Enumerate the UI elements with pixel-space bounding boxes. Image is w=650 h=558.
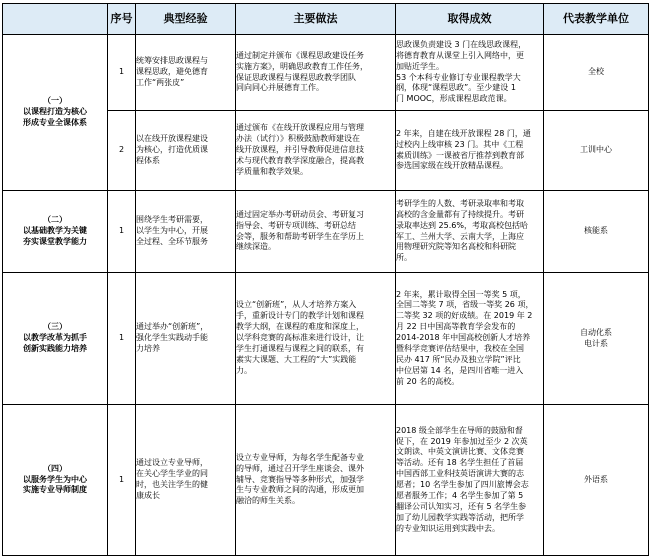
result-line: 所。: [396, 253, 412, 263]
unit-cell: [544, 35, 649, 111]
practice-line: 力。: [236, 365, 252, 375]
practice-line: 设立“创新班”，从人才培养方案入: [236, 300, 357, 310]
unit-cell: [544, 405, 649, 556]
practice-line: 素实大课题、大工程的“大”实践能: [236, 354, 357, 364]
result-line: 2018 级全部学生在导师的鼓励和督: [396, 425, 523, 435]
practice-line: 学质量和教学效果。: [236, 166, 308, 176]
result-line: 2014-2018 年中国高校创新人才培养: [396, 333, 531, 343]
unit-cell: [544, 191, 649, 273]
practice-cell: [236, 405, 396, 556]
header-number: 序号: [108, 4, 136, 35]
experience-line: 统筹安排思政课程与: [136, 56, 208, 66]
category-cell: [3, 405, 108, 556]
practice-line: 同向同心并展德育工作。: [236, 83, 324, 93]
category-cell: [3, 35, 108, 191]
experience-cell: [136, 273, 236, 405]
result-line: 2 年来，累计取得全国一等奖 5 项，: [396, 289, 526, 299]
practice-line: 保证思政课程与课程思政教学团队: [236, 72, 356, 82]
experience-line: 以学生为中心，开展: [136, 226, 208, 236]
experience-line: 围绕学生考研需要，: [136, 215, 208, 225]
result-line: 高校的含金量都有了持续提升。考研: [396, 209, 524, 219]
experience-line: 程体系: [136, 155, 160, 165]
result-line: 素质训练》一课被省厅推荐到教育部: [396, 150, 524, 160]
experience-line: 力培养: [136, 343, 160, 353]
category-title-line: 创新实践能力培养: [23, 343, 87, 353]
unit-cell: [544, 273, 649, 405]
practice-line: 继续深造。: [236, 242, 276, 252]
experience-line: 通过举办“创新班”，: [136, 322, 209, 332]
result-line: 前 20 名的高校。: [396, 376, 460, 386]
result-line: 纲，体现“课程思政”。至少建设 1: [396, 83, 516, 93]
table-row: [3, 191, 649, 273]
header-category: [3, 4, 108, 35]
practice-line: 线开放课程，并引导教师促进信息技: [236, 145, 364, 155]
practice-line: 生与专业教师之间的沟通，形成更加: [236, 485, 364, 495]
practice-line: 的导师，通过召开学生座谈会、课外: [236, 463, 364, 473]
table-row: [3, 273, 649, 405]
result-line: 参选国家级在线开放精品课程。: [396, 161, 508, 171]
practice-line: 以学科竞赛的高标准来进行设计，让: [236, 333, 364, 343]
unit-name: 电计系: [584, 338, 608, 348]
result-line: 促下，在 2019 年参加过至少 2 次英: [396, 436, 528, 446]
category-index: （二）: [43, 215, 67, 225]
row-number: 1: [108, 405, 136, 556]
result-line: 等活动。还有 18 名学生担任了首届: [396, 458, 524, 468]
row-number: 1: [108, 191, 136, 273]
header-experience: 典型经验: [136, 4, 236, 35]
result-line: 思政课负责建设 3 门在线思政课程，: [396, 39, 527, 49]
experience-cell: [136, 111, 236, 191]
practice-cell: [236, 35, 396, 111]
result-line: 军工、兰州大学、云南大学，上海应: [396, 231, 524, 241]
result-cell: [396, 111, 544, 191]
experience-line: 在关心学生学业的同: [136, 469, 208, 479]
result-line: 中国西部工业科技英语演讲大赛的志: [396, 469, 524, 479]
category-title-line: 形成专业全课体系: [23, 117, 87, 127]
result-line: 二等奖 32 项的好成绩。在 2019 年 2: [396, 311, 533, 321]
experience-cell: [136, 191, 236, 273]
experience-line: 康成长: [136, 490, 160, 500]
category-title-line: 以基础教学为关键: [23, 226, 87, 236]
practice-cell: [236, 191, 396, 273]
row-number: 1: [108, 35, 136, 111]
practice-line: 通过颁布《在线开放课程应用与管理: [236, 123, 364, 133]
category-cell: [3, 191, 108, 273]
category-title-line: 夯实课堂教学能力: [23, 236, 87, 246]
practice-line: 通过固定举办考研动员会、考研复习: [236, 209, 364, 219]
row-number: 1: [108, 273, 136, 405]
result-line: 全国二等奖 7 项，省级一等奖 26 项，: [396, 300, 534, 310]
result-line: 暨科学竞赛评估结果中，我校在全国: [396, 343, 524, 353]
practice-line: 融洽的师生关系。: [236, 496, 300, 506]
practice-line: 学生打通课程与课程之间的联系，有: [236, 343, 364, 353]
unit-name: 外语系: [584, 474, 608, 484]
experience-table: [2, 3, 649, 556]
result-line: 加贴近学生。: [396, 61, 444, 71]
experience-line: 强化学生实践动手能: [136, 333, 208, 343]
result-line: 门 MOOC，形成课程思政范课。: [396, 94, 512, 104]
result-line: 愿者服务工作；4 名学生参加了第 5: [396, 490, 524, 500]
result-line: 将德育教育从课堂上引入网络中，更: [396, 50, 524, 60]
table-row: [3, 35, 649, 111]
category-title-line: 以教学改革为抓手: [23, 333, 87, 343]
category-title-line: 以服务学生为中心: [23, 474, 87, 484]
header-practice: 主要做法: [236, 4, 396, 35]
experience-line: 以在线开放课程建设: [136, 134, 208, 144]
result-line: 愿者；10 名学生参加了四川旅博会志: [396, 480, 529, 489]
header-row: [3, 4, 649, 35]
result-line: 考研学生的人数、考研录取率和考取: [396, 198, 524, 208]
result-line: 录取率达到 25.6%，考取高校包括哈: [396, 220, 528, 230]
category-index: （一）: [43, 96, 67, 106]
category-index: （四）: [43, 463, 67, 473]
result-line: 月 22 日中国高等教育学会发布的: [396, 322, 516, 332]
result-line: 53 个本科专业修订专业课程教学大: [396, 72, 521, 82]
unit-cell: [544, 111, 649, 191]
practice-line: 通过制定并颁布《课程思政建设任务: [236, 50, 364, 60]
experience-cell: [136, 35, 236, 111]
unit-name: 核能系: [584, 226, 608, 236]
header-result: 取得成效: [396, 4, 544, 35]
experience-line: 为核心，打造优质课: [136, 145, 208, 155]
result-line: 过校内上线审核 23 门。其中《工程: [396, 139, 524, 149]
header-unit: 代表教学单位: [544, 4, 649, 35]
practice-line: 手，重新设计专门的教学计划和课程: [236, 311, 364, 321]
result-line: 中位居第 14 名，是四川省唯一进入: [396, 365, 524, 375]
result-line: 2 年来，自建在线开放课程 28 门，通: [396, 128, 531, 138]
unit-name: 全校: [588, 67, 604, 77]
result-cell: [396, 191, 544, 273]
category-index: （三）: [43, 322, 67, 332]
result-line: 民办 417 所“民办及独立学院”评比: [396, 354, 521, 364]
result-cell: [396, 35, 544, 111]
experience-line: 工作“两张皮”: [136, 77, 185, 87]
practice-line: 教学大纲，在课程的难度和深度上，: [236, 322, 364, 332]
result-cell: [396, 273, 544, 405]
practice-line: 会等，服务和帮助考研学生在学历上: [236, 231, 364, 241]
experience-line: 课程思政，避免德育: [136, 67, 208, 77]
practice-cell: [236, 111, 396, 191]
category-title-line: 实施专业导师制度: [23, 485, 87, 495]
practice-line: 办法（试行）》积极鼓励教师建设在: [236, 134, 360, 144]
result-line: 文朗读、中英文演讲比赛、文体竞赛: [396, 447, 524, 457]
category-title-line: 以课程打造为核心: [23, 107, 87, 117]
unit-name: 自动化系: [580, 327, 612, 337]
result-line: 翻译公司认知实习，还有 5 名学生参: [396, 501, 527, 511]
experience-line: 时，也关注学生的健: [136, 480, 208, 489]
practice-line: 指导会、考研专项训练、考研总结: [236, 220, 356, 230]
experience-line: 全过程、全环节服务: [136, 236, 208, 246]
practice-cell: [236, 273, 396, 405]
practice-line: 设立专业导师，为每名学生配备专业: [236, 452, 364, 462]
experience-line: 通过设立专业导师，: [136, 458, 208, 468]
unit-name: 工训中心: [580, 145, 612, 155]
row-number: 2: [108, 111, 136, 191]
practice-line: 实施方案》，明确思政教育工作任务，: [236, 61, 368, 71]
table-row: [3, 405, 649, 556]
result-cell: [396, 405, 544, 556]
result-line: 的专业知识运用到实践中去。: [396, 523, 500, 533]
category-cell: [3, 273, 108, 405]
result-line: 加了幼儿园教学实践等活动，把所学: [396, 512, 524, 522]
practice-line: 术与现代教育教学深度融合，提高教: [236, 155, 364, 165]
experience-cell: [136, 405, 236, 556]
practice-line: 辅导、竞赛指导等多种形式，加强学: [236, 474, 364, 484]
result-line: 用物理研究院等知名高校和科研院: [396, 242, 516, 252]
